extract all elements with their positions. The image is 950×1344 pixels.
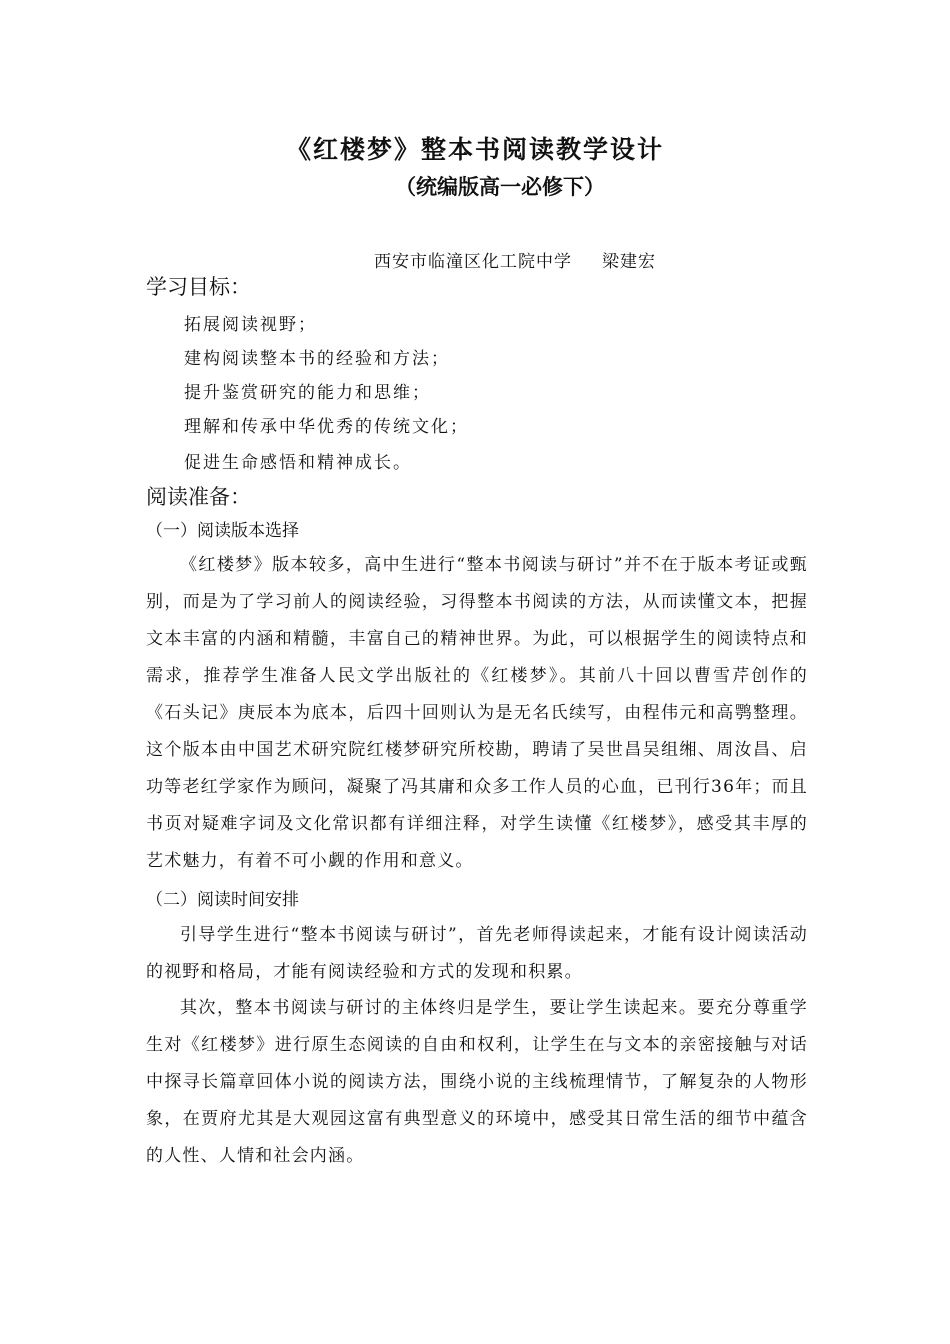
paragraph-schedule-2: 其次，整本书阅读与研讨的主体终归是学生，要让学生读起来。要充分尊重学生对《红楼梦》进行原生态阅读的自由和权利，让学生在与文本的亲密接触与对话中探寻长篇章回体小说的阅读方法，围绕小说的主线梳理情节，了解复杂的人物形象，在贾府尤其是大观园这富有典型意义的环境中，感受其日常生活的细节中蕴含的人性、人情和社会内涵。 [146, 998, 808, 1166]
goal-item: 促进生命感悟和精神成长。 [184, 453, 412, 473]
reading-prep-heading: 阅读准备： [146, 485, 251, 509]
goal-item: 拓展阅读视野； [184, 315, 317, 335]
learning-goals-heading: 学习目标： [146, 275, 251, 299]
goal-item: 建构阅读整本书的经验和方法； [184, 349, 450, 369]
document-title: 《红楼梦》整本书阅读教学设计 [285, 135, 664, 164]
goal-item: 提升鉴赏研究的能力和思维； [184, 383, 431, 403]
goal-item: 理解和传承中华优秀的传统文化； [184, 417, 469, 437]
section-heading-version: （一）阅读版本选择 [146, 521, 299, 541]
paragraph-schedule-1: 引导学生进行“整本书阅读与研讨”，首先老师得读起来，才能有设计阅读活动的视野和格局，才能有阅读经验和方式的发现和积累。 [146, 925, 808, 982]
document-subtitle: （统编版高一必修下） [395, 175, 605, 199]
school-name: 西安市临潼区化工院中学 [374, 252, 572, 272]
paragraph-version: 《红楼梦》版本较多，高中生进行“整本书阅读与研讨”并不在于版本考证或甄别，而是为了学习前人的阅读经验，习得整本书阅读的方法，从而读懂文本，把握文本丰富的内涵和精髓，丰富自己的精神世界。为此，可以根据学生的阅读特点和需求，推荐学生准备人民文学出版社的《红楼梦》。其前八十回以曹雪芹创作的《石头记》庚辰本为底本，后四十回则认为是无名氏续写，由程伟元和高鹗整理。这个版本由中国艺术研究院红楼梦研究所校勘，聘请了吴世昌吴组缃、周汝昌、启功等老红学家作为顾问，凝聚了冯其庸和众多工作人员的心血，已刊行36年；而且书页对疑难字词及文化常识都有详细注释，对学生读懂《红楼梦》，感受其丰厚的艺术魅力，有着不可小觑的作用和意义。 [146, 555, 808, 871]
section-heading-schedule: （二）阅读时间安排 [146, 890, 299, 910]
author-line [374, 250, 656, 274]
author-name: 梁建宏 [602, 252, 656, 272]
